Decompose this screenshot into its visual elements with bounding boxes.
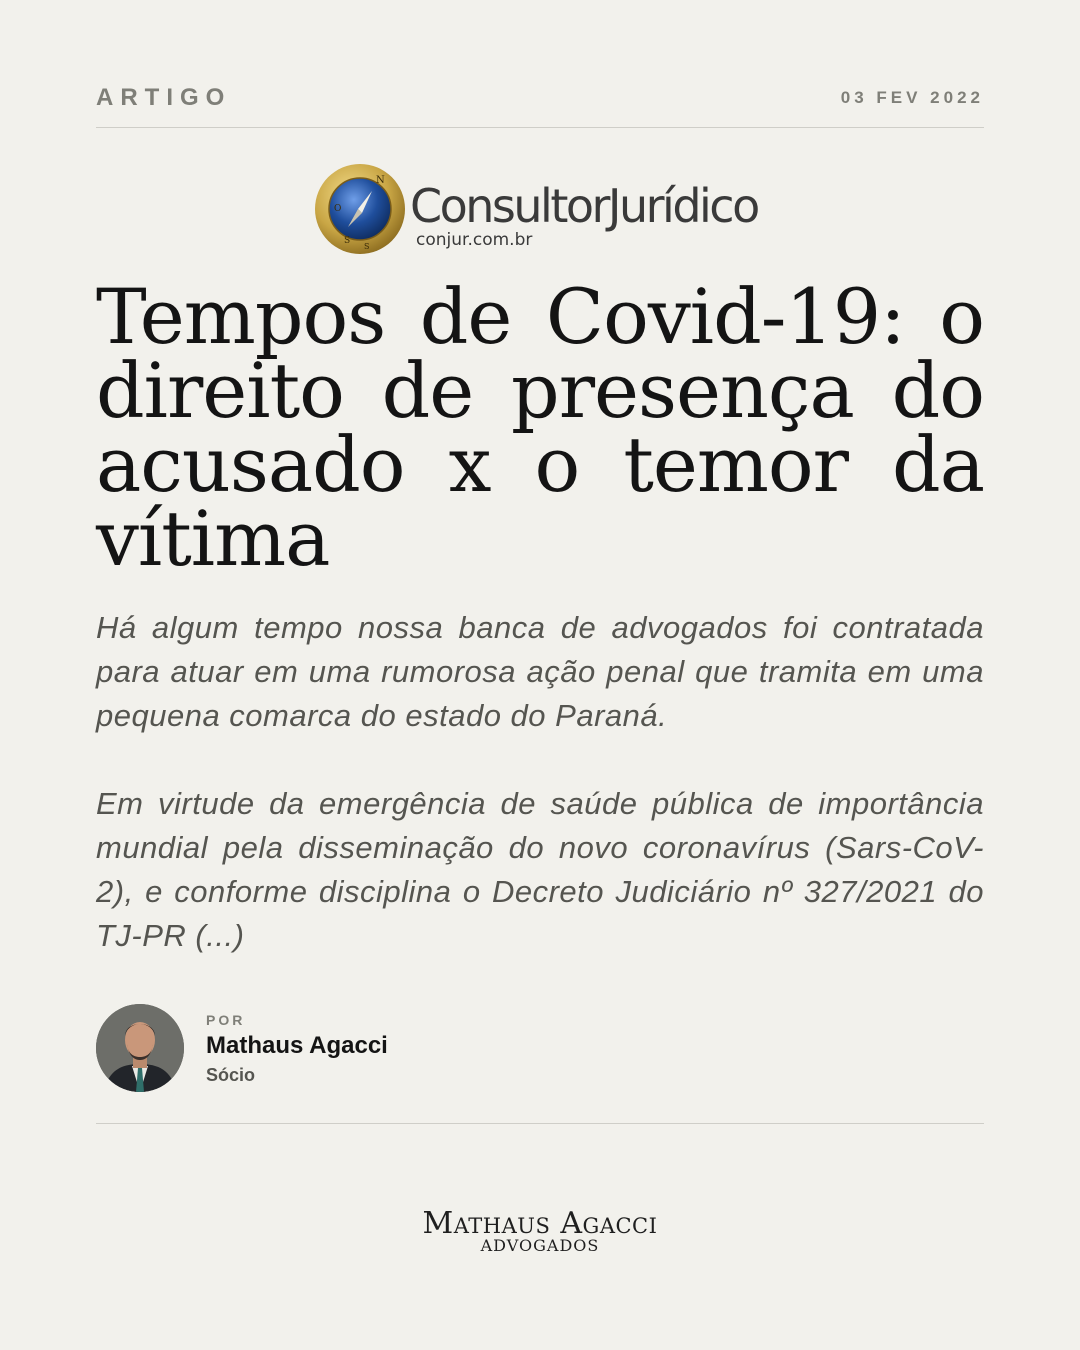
firm-name: Mathaus Agacci: [422, 1206, 658, 1241]
compass-emblem-icon: [314, 163, 406, 255]
article-paragraph: Em virtude da emergência de saúde pública de importância mundial pela disseminação do novo coronavírus (Sars-CoV-2), e conforme disciplina o Decreto Judiciário nº 327/2021 do TJ-PR (...): [96, 786, 984, 953]
article-header: [96, 84, 984, 112]
source-logo: [314, 163, 774, 257]
source-url: conjur.com.br: [416, 230, 533, 250]
author-photo-icon: [96, 1004, 184, 1092]
article-paragraph: Há algum tempo nossa banca de advogados foi contratada para atuar em uma rumorosa ação penal que tramita em uma pequena comarca do estado do Paraná.: [96, 610, 984, 733]
publish-date: 03 FEV 2022: [840, 88, 984, 107]
bottom-divider: [96, 1123, 984, 1124]
author-role: Sócio: [206, 1065, 256, 1085]
svg-text:N: N: [376, 175, 385, 186]
author-name: Mathaus Agacci: [206, 1032, 388, 1059]
avatar: [96, 1004, 184, 1092]
source-name: ConsultorJurídico: [410, 179, 758, 233]
category-label: ARTIGO: [96, 84, 232, 111]
top-divider: [96, 127, 984, 128]
firm-subtitle: ADVOGADOS: [480, 1236, 600, 1255]
article-title: Tempos de Covid-19: o direito de presença do acusado x o temor da vítima: [96, 272, 984, 583]
svg-text:S: S: [364, 242, 370, 251]
author-byline: [96, 1004, 596, 1094]
firm-logo: [290, 1206, 790, 1254]
svg-text:O: O: [334, 204, 342, 214]
svg-text:S: S: [344, 236, 351, 246]
byline-label: POR: [206, 1012, 246, 1028]
